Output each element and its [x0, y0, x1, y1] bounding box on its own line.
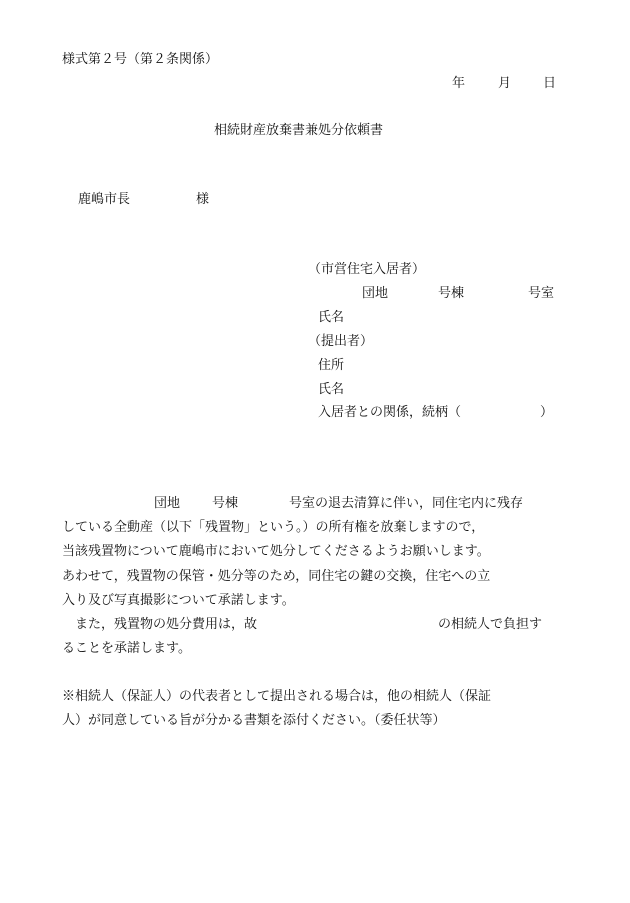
danchi-label: 団地 — [362, 286, 389, 301]
date-day-label: 日 — [543, 76, 557, 91]
addressee-name: 鹿嶋市長 — [78, 192, 131, 207]
submitter-address-label: 住所 — [318, 358, 345, 373]
addressee-honorific: 様 — [196, 192, 210, 207]
note-line-1: ※相続人（保証人）の代表者として提出される場合は，他の相続人（保証 — [62, 689, 492, 704]
date-month-label: 月 — [498, 76, 512, 91]
body-line-1: 号室の退去清算に伴い，同住宅内に残存 — [289, 496, 524, 511]
resident-heading: （市営住宅入居者） — [308, 262, 426, 277]
body-line-6b: の相続人で負担す — [438, 617, 543, 632]
submitter-heading: （提出者） — [308, 334, 374, 349]
date-year-label: 年 — [452, 76, 466, 91]
document-title: 相続財産放棄書兼処分依頼書 — [214, 123, 384, 138]
note-line-2: 人）が同意している旨が分かる書類を添付ください。（委任状等） — [62, 713, 446, 728]
body-goutou-label: 号棟 — [212, 496, 239, 511]
relation-close-paren: ） — [540, 405, 554, 420]
goutou-label: 号棟 — [438, 286, 465, 301]
body-line-5: 入り及び写真撮影について承諾します。 — [62, 593, 295, 608]
form-number: 様式第２号（第２条関係） — [62, 52, 219, 67]
resident-name-label: 氏名 — [318, 310, 345, 325]
body-line-2: している全動産（以下「残置物」という。）の所有権を放棄しますので， — [62, 520, 485, 535]
body-line-7: ることを承諾します。 — [62, 641, 191, 656]
body-line-4: あわせて，残置物の保管・処分等のため，同住宅の鍵の交換，住宅への立 — [62, 569, 491, 584]
body-line-6a: また，残置物の処分費用は，故 — [75, 617, 258, 632]
submitter-name-label: 氏名 — [318, 382, 345, 397]
goushitsu-label: 号室 — [528, 286, 555, 301]
body-line-3: 当該残置物について鹿嶋市において処分してくださるようお願いします。 — [62, 544, 490, 559]
body-danchi-label: 団地 — [154, 496, 181, 511]
relation-label: 入居者との関係，続柄（ — [318, 405, 462, 420]
